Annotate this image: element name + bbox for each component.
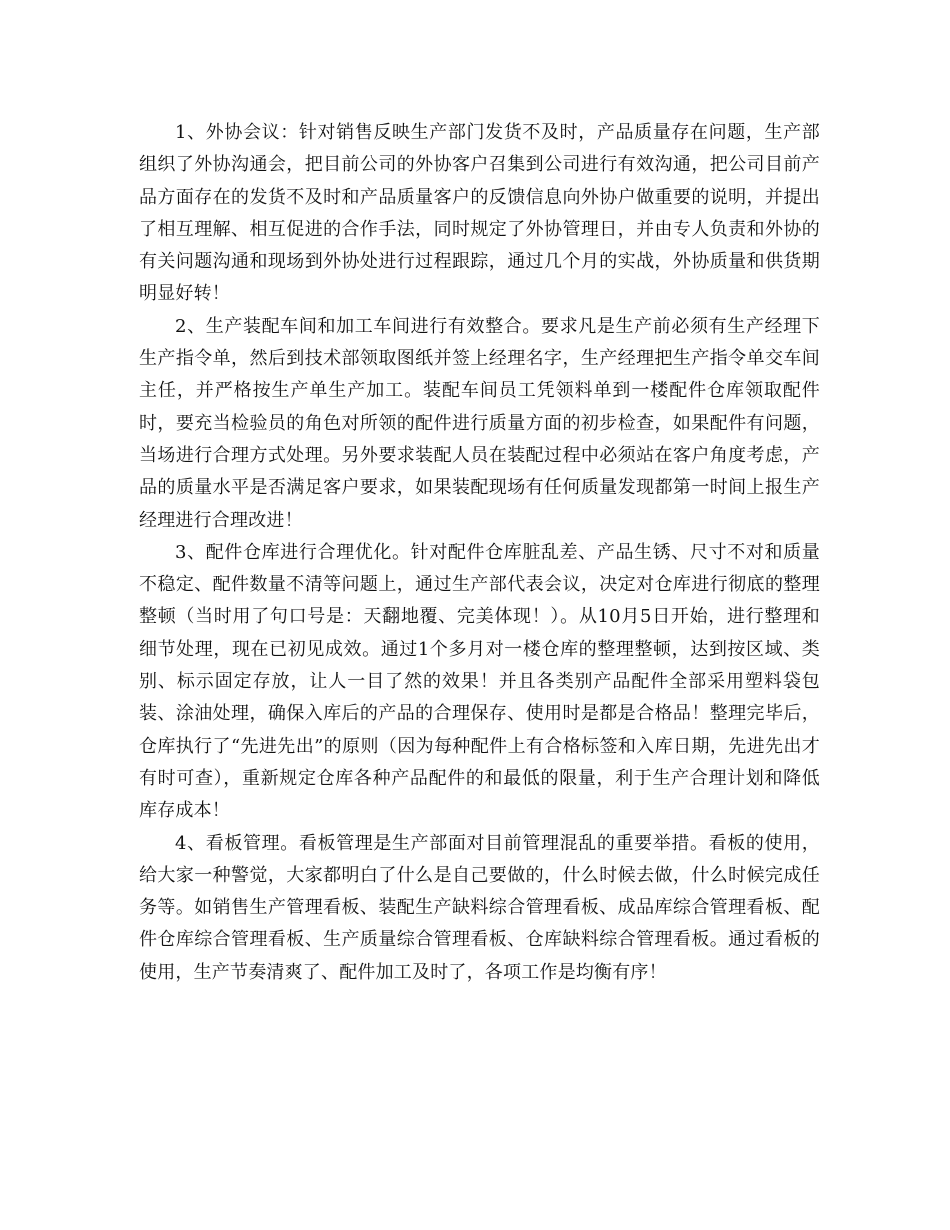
paragraph-kanban-management: 4、看板管理。看板管理是生产部面对目前管理混乱的重要举措。看板的使用，给大家一种警觉，大家都明白了什么是自己要做的，什么时候去做，什么时候完成任务等。如销售生产管理看板、装配生产缺料综合管理看板、成品库综合管理看板、配件仓库综合管理看板、生产质量综合管理看板、仓库缺料综合管理看板。通过看板的使用，生产节奏清爽了、配件加工及时了，各项工作是均衡有序！ — [139, 832, 820, 983]
document-body — [139, 117, 820, 989]
paragraph-warehouse-optimization: 3、配件仓库进行合理优化。针对配件仓库脏乱差、产品生锈、尺寸不对和质量不稳定、配件数量不清等问题上，通过生产部代表会议，决定对仓库进行彻底的整理整顿（当时用了句口号是：天翻地覆、完美体现！）。从10月5日开始，进行整理和细节处理，现在已初见成效。通过1个多月对一楼仓库的整理整顿，达到按区域、类别、标示固定存放，让人一目了然的效果！并且各类别产品配件全部采用塑料袋包装、涂油处理，确保入库后的产品的合理保存、使用时是都是合格品！整理完毕后，仓库执行了“先进先出”的原则（因为每种配件上有合格标签和入库日期，先进先出才有时可查），重新规定仓库各种产品配件的和最低的限量，利于生产合理计划和降低库存成本！ — [139, 541, 820, 822]
paragraph-outsourcing-meeting: 1、外协会议：针对销售反映生产部门发货不及时，产品质量存在问题，生产部组织了外协沟通会，把目前公司的外协客户召集到公司进行有效沟通，把公司目前产品方面存在的发货不及时和产品质量客户的反馈信息向外协户做重要的说明，并提出了相互理解、相互促进的合作手法，同时规定了外协管理日，并由专人负责和外协的有关问题沟通和现场到外协处进行过程跟踪，通过几个月的实战，外协质量和供货期明显好转！ — [139, 122, 820, 305]
paragraph-workshop-integration: 2、生产装配车间和加工车间进行有效整合。要求凡是生产前必须有生产经理下生产指令单，然后到技术部领取图纸并签上经理名字，生产经理把生产指令单交车间主任，并严格按生产单生产加工。装配车间员工凭领料单到一楼配件仓库领取配件时，要充当检验员的角色对所领的配件进行质量方面的初步检查，如果配件有问题，当场进行合理方式处理。另外要求装配人员在装配过程中必须站在客户角度考虑，产品的质量水平是否满足客户要求，如果装配现场有任何质量发现都第一时间上报生产经理进行合理改进！ — [139, 315, 820, 531]
